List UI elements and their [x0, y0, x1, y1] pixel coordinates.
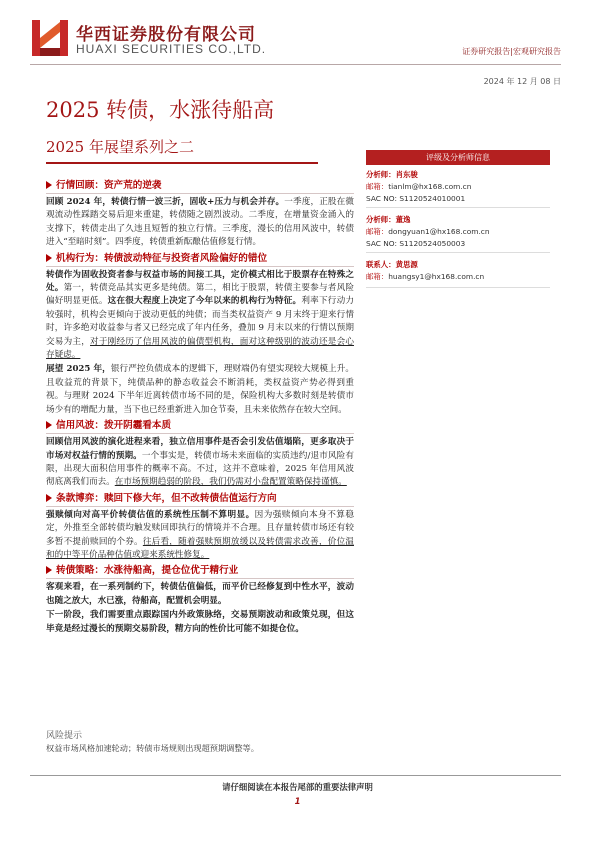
text-run: 银行严控负债成本的逻辑下，理财端仍有望实现较大规模上升。且收益荒的背景下，纯债品种的静态收益会不断消耗，类权益资产势必得到重视。与理财 2024 下半年近离转债市场不同的是，保险机构大多数时刻是转债市场少有的增配力量，当下也已经重新进入加仓节奏，且未来依然存在较大空间。: [46, 364, 354, 415]
bullet-triangle-icon: [46, 421, 52, 429]
panel-divider: [366, 287, 550, 288]
text-run: 因为强赎倾向本身不算稳定，外推至全部转债均触发赎回即执行的情境并不合理。且存量转债市场还有较多暂不提前赎回的个券。: [46, 509, 354, 547]
risk-text: 权益市场风格加速轮动；转债市场规则出现超预期调整等。: [46, 743, 259, 753]
text-run: 对于刚经历了信用风波的偏债型机构，面对这种级别的波动还是会心存疑虑。: [46, 336, 354, 361]
contact-email[interactable]: huangsy1@hx168.com.cn: [388, 272, 485, 281]
email-label: 邮箱：: [366, 272, 389, 281]
text-run: 回顾信用风波的演化进程来看，独立信用事件是否会引发估值塌陷，更多取决于市场对权益行情的预期。: [46, 437, 354, 461]
section-heading-text: 机构行为：转债波动特征与投资者风险偏好的错位: [56, 252, 268, 264]
analyst-sac: S1120524050003: [399, 239, 466, 248]
body-paragraph: [46, 509, 354, 563]
report-type: 证券研究报告|宏观研究报告: [462, 47, 561, 56]
analyst-role: 分析师：: [366, 215, 396, 224]
body-paragraph: [46, 269, 354, 363]
analyst-panel-heading: 评级及分析师信息: [366, 150, 550, 165]
company-name-en: HUAXI SECURITIES CO.,LTD.: [76, 42, 267, 56]
text-run: 回顾 2024 年，转债行情一波三折，固收+压力与机会并存。: [46, 197, 285, 207]
company-logo: [32, 18, 68, 58]
analyst-name: 肖东骏: [395, 170, 418, 179]
body-paragraph: [46, 363, 354, 417]
panel-divider: [366, 207, 550, 208]
sac-label: SAC NO:: [366, 194, 397, 203]
analyst-card: [366, 214, 550, 250]
body-paragraph: [46, 581, 354, 608]
section-heading-text: 条款博弈：赎回下修大年，但不改转债估值运行方向: [56, 492, 277, 504]
report-body: [46, 178, 354, 637]
panel-divider: [366, 252, 550, 253]
report-subtitle: 2025 年展望系列之二: [46, 138, 194, 156]
footer-divider: [30, 775, 561, 776]
email-label: 邮箱：: [366, 182, 389, 191]
company-name-cn: 华西证券股份有限公司: [76, 25, 256, 45]
analyst-card: [366, 169, 550, 205]
section-heading-text: 行情回顾：资产荒的逆袭: [56, 180, 162, 191]
text-run: 客观来看，在一系列制约下，转债估值偏低，而平价已经修复到中性水平，波动也随之放大，水已涨，待船高，配置机会明显。: [46, 582, 354, 606]
legal-notice: 请仔细阅读在本报告尾部的重要法律声明: [222, 782, 373, 792]
text-run: 转债作为固收投资者参与权益市场的间接工具，定价模式相比于股票存在特殊之处。: [46, 269, 354, 294]
report-date: 2024 年 12 月 08 日: [483, 77, 561, 86]
risk-heading: 风险提示: [46, 731, 83, 741]
page-number: 1: [294, 796, 301, 806]
text-run: 一季度，正股在微观流动性踩踏交易后迎来重建，转债随之剧烈波动。二季度，在增量资金涌入的支撑下，转债走出了久违且短暂的独立行情。三季度，漫长的信用风波中，转债进入“至暗时刻”。四季度，转债重新酝酿估值修复行情。: [46, 197, 354, 248]
section-heading-text: 转债策略：水涨待船高，提仓位优于精行业: [56, 565, 239, 577]
bullet-triangle-icon: [46, 566, 52, 574]
bullet-triangle-icon: [46, 254, 52, 262]
text-run: 一个事实是，转债市场未来面临的实质违约/退市风险有限，出现大面积信用事件的概率不高。不过，这并不意味着，2025 年信用风波彻底离我们而去。: [46, 450, 354, 488]
section-heading: [46, 178, 354, 194]
analyst-name: 董逸: [395, 215, 411, 224]
email-label: 邮箱：: [366, 227, 389, 236]
text-run: 在市场预期趋弱的阶段，我们仍需对小盘配置策略保持谨慎。: [114, 477, 347, 488]
contact-card: [366, 259, 550, 283]
text-run: 利率下行动力较强时，机构会更倾向于波动更低的纯债；而当类权益资产 9 月末终于迎来行情时，许多绝对收益参与者又已经完成了年内任务，叠加 9 月末以来的行情以预期交易为主，: [46, 296, 354, 347]
body-paragraph: [46, 609, 354, 636]
report-title: 2025 转债，水涨待船高: [46, 98, 275, 122]
subtitle-underline: [46, 162, 318, 164]
body-paragraph: [46, 436, 354, 490]
analyst-role: 分析师：: [366, 170, 396, 179]
bullet-triangle-icon: [46, 181, 52, 189]
analyst-email[interactable]: dongyuan1@hx168.com.cn: [388, 227, 490, 236]
sac-label: SAC NO:: [366, 239, 397, 248]
analyst-sac: S1120524010001: [399, 194, 466, 203]
section-heading: [46, 418, 354, 434]
text-run: 展望 2025 年，: [46, 364, 111, 375]
text-run: 下一阶段，我们需要重点跟踪国内外政策脉络，交易预期波动和政策兑现，但这毕竟是经过漫长的预期交易阶段，精方向的性价比可能不如提仓位。: [46, 610, 354, 634]
text-run: 强赎倾向对高平价转债估值的系统性压制不算明显。: [46, 509, 255, 520]
section-heading: [46, 563, 354, 579]
section-heading: [46, 491, 354, 507]
bullet-triangle-icon: [46, 494, 52, 502]
section-heading: [46, 251, 354, 267]
contact-name: 黄思源: [395, 260, 418, 269]
text-run: 往后看，随着强赎预期放缓以及转债需求改善，价位温和的中等平价品种估值或迎来系统性修复。: [46, 536, 354, 560]
text-run: 这在很大程度上决定了今年以来的机构行为特征。: [107, 296, 302, 307]
contact-role: 联系人：: [366, 260, 396, 269]
text-run: 第一，转债竞品其实更多是纯债。第二，相比于股票，转债主要参与者风险偏好明显更低。: [46, 283, 354, 307]
section-heading-text: 信用风波：拨开阴霾看本质: [56, 420, 172, 432]
body-paragraph: [46, 196, 354, 250]
header-divider: [30, 64, 561, 65]
analyst-email[interactable]: tianlm@hx168.com.cn: [388, 182, 472, 191]
